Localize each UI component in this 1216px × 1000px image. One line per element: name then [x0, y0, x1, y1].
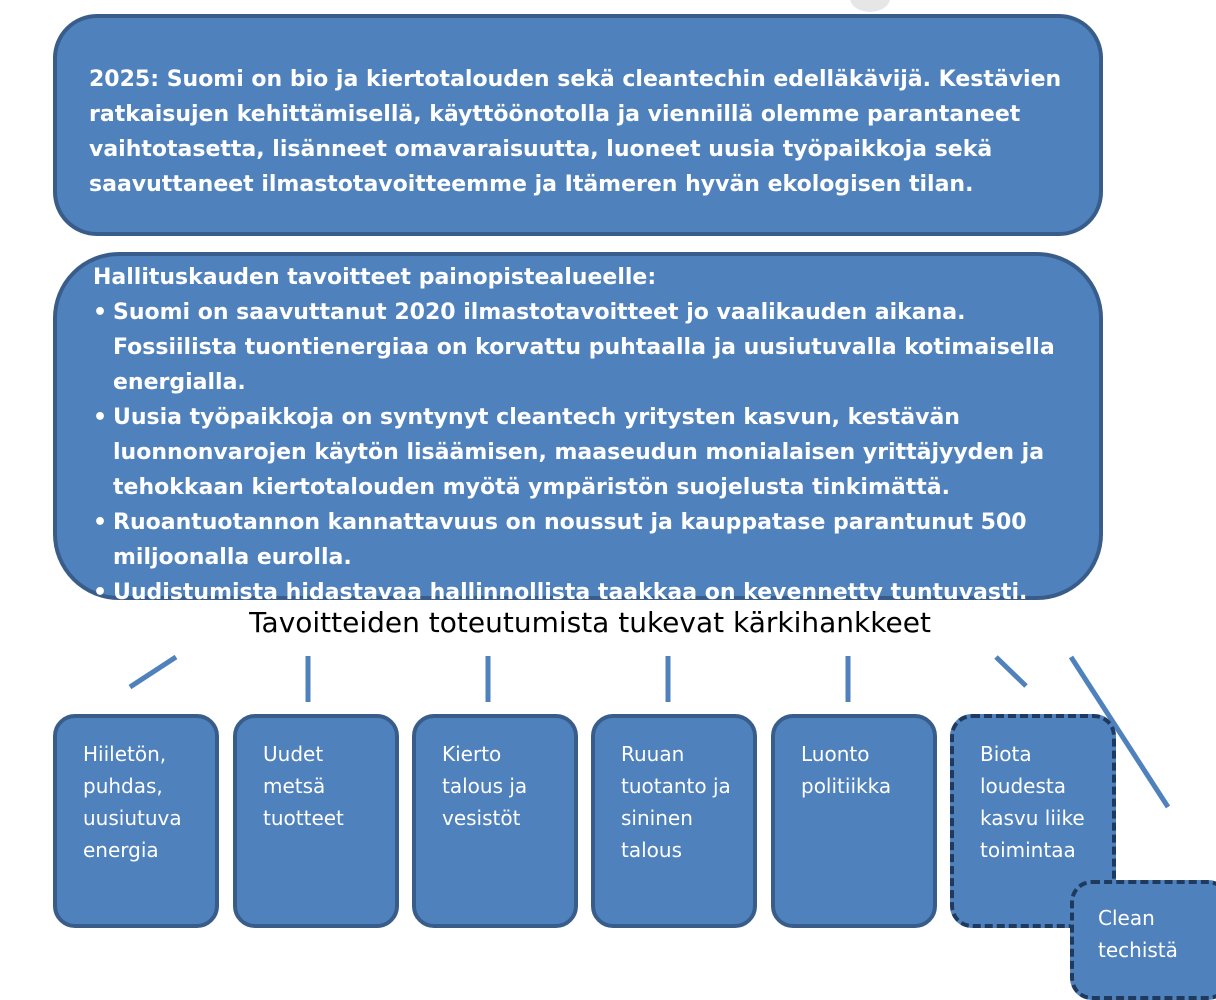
project-label: Ruuan tuotanto ja sininen talous: [621, 742, 731, 862]
bullet-icon: •: [93, 510, 108, 535]
project-label: Kierto talous ja vesistöt: [442, 742, 528, 830]
project-label: Hiiletön, puhdas, uusiutuva energia: [83, 742, 182, 862]
project-box-energy: [53, 714, 219, 928]
project-label: Clean techistä: [1098, 906, 1178, 962]
project-box-circular: [412, 714, 578, 928]
project-box-cleantech: [1070, 880, 1216, 1000]
bullet-icon: •: [93, 300, 108, 325]
projects-subtitle: Tavoitteiden toteutumista tukevat kärkihankkeet: [249, 606, 931, 639]
bullet-icon: •: [93, 405, 108, 430]
project-box-forest: [233, 714, 399, 928]
bullet-icon: •: [93, 580, 108, 605]
goal-item: • Uusia työpaikkoja on syntynyt cleantech yritysten kasvun, kestävän luonnonvarojen käytön lisäämisen, maaseudun monialaisen yrittäjyyden ja tehokkaan kiertotalouden myötä ympäristön suojelusta tinkimättä.: [93, 400, 1069, 505]
goal-item: • Uudistumista hidastavaa hallinnollista taakkaa on kevennetty tuntuvasti.: [93, 575, 1069, 610]
goal-item: • Ruoantuotannon kannattavuus on noussut ja kauppatase parantunut 500 miljoonalla eurolla.: [93, 505, 1069, 575]
project-box-nature: [771, 714, 937, 928]
goals-heading: Hallituskauden tavoitteet painopistealueelle:: [93, 265, 657, 290]
vision-text: 2025: Suomi on bio ja kiertotalouden sekä cleantechin edelläkävijä. Kestävien ratkaisujen kehittämisellä, käyttöönotolla ja viennillä olemme parantaneet vaihtotasetta, lisänneet omavaraisuutta, luoneet uusia työpaikkoja sekä saavuttaneet ilmastotavoitteemme ja Itämeren hyvän ekologisen tilan.: [89, 67, 1062, 197]
project-label: Luonto politiikka: [801, 742, 892, 798]
project-box-food: [591, 714, 757, 928]
project-label: Biota loudesta kasvu liike toimintaa: [980, 742, 1085, 862]
goal-item: • Suomi on saavuttanut 2020 ilmastotavoitteet jo vaalikauden aikana. Fossiilista tuontienergiaa on korvattu puhtaalla ja uusiutuvalla kotimaisella energialla.: [93, 295, 1069, 400]
connector-line: [130, 657, 176, 687]
connector-line: [996, 657, 1026, 686]
project-label: Uudet metsä tuotteet: [263, 742, 344, 830]
